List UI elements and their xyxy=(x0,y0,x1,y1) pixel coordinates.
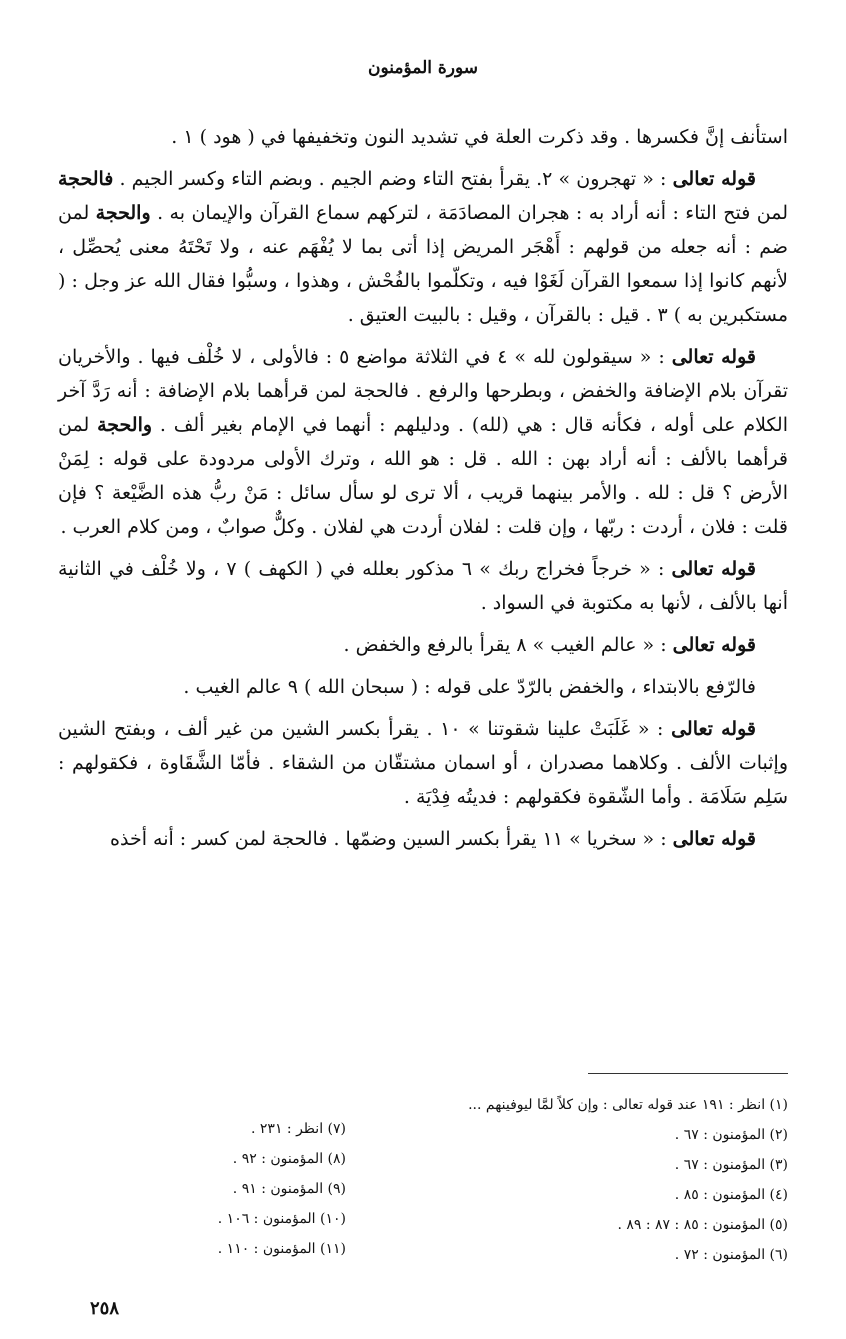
text-line: فالحجة لمن فتح التاء : أنه أراد به : هجران المصادَمَة ، لتركهم سماع القرآن والإيمان به . xyxy=(58,168,788,224)
text-line: قوله تعالى : « عالم الغيب » ٨ يقرأ بالرفع والخفض . xyxy=(343,634,756,656)
text-line: قوله تعالى : « خرجاً فخراج ربك » ٦ مذكور بعلله في ( الكهف ) ٧ ، ولا خُلْف xyxy=(141,558,757,580)
paragraph-2 xyxy=(58,162,788,332)
footnote-2: (٢) المؤمنون : ٦٧ . xyxy=(674,1127,788,1143)
footnote-5: (٥) المؤمنون : ٨٥ : ٨٧ : ٨٩ . xyxy=(617,1217,788,1233)
footnote-6: (٦) المؤمنون : ٧٢ . xyxy=(674,1247,788,1263)
footnote-4: (٤) المؤمنون : ٨٥ . xyxy=(674,1187,788,1203)
paragraph-6 xyxy=(58,670,788,704)
footnotes-right-column xyxy=(398,1090,788,1270)
footnote-11: (١١) المؤمنون : ١١٠ . xyxy=(217,1241,346,1257)
text-line: أنه رَدَّ آخر الكلام على أوله ، فكأنه قال : هي (لله) . ودليلهم : أنهما في الإمام بغير ألف . xyxy=(58,380,788,436)
text-line: والحجة لمن ضم : أنه جعله من قولهم : أَهْجَر المريض إذا أتى بما لا يُفْهَم عنه ، ولا تَحْتَهُ xyxy=(58,202,788,258)
bold-lead-phrase: قوله تعالى xyxy=(671,558,757,580)
bold-lead-phrase: قوله تعالى xyxy=(672,828,756,850)
paragraph-8 xyxy=(58,822,788,856)
bold-lead-phrase: قوله تعالى xyxy=(671,718,756,740)
bold-lead-phrase: قوله تعالى xyxy=(671,346,756,368)
footnotes-left-column xyxy=(46,1114,346,1264)
text-line: وسبُّوا فقال الله عز وجل : ( مستكبرين به ) ٣ . قيل : بالقرآن ، وقيل : بالبيت العتيق . xyxy=(58,270,788,326)
text-line: فالرّفع بالابتداء ، والخفض بالرّدّ على قوله : ( سبحان الله ) ٩ عالم الغيب . xyxy=(183,676,756,698)
footnote-8: (٨) المؤمنون : ٩٢ . xyxy=(232,1151,346,1167)
footnote-divider xyxy=(588,1073,788,1074)
text-line: تقرآن بلام الإضافة والخفض ، وبطرحها والرفع . فالحجة لمن قرأهما بلام الإضافة : xyxy=(144,380,788,402)
text-line: قوله تعالى : « سخريا » ١١ يقرأ بكسر السين وضمّها . فالحجة لمن كسر : أنه أخذه xyxy=(110,828,756,850)
footnote-9: (٩) المؤمنون : ٩١ . xyxy=(232,1181,346,1197)
text-line: وكلٌّ صوابٌ ، ومن كلام العرب . xyxy=(60,516,306,538)
text-line: قوله : لِمَنْ الأرض ؟ قل : لله . والأمر بينهما قريب ، ألا ترى لو سأل سائل : مَنْ ربُّ xyxy=(58,448,788,504)
page-number: ٢٥٨ xyxy=(90,1298,120,1319)
text-line: استأنف إنَّ فكسرها . وقد ذكرت العلة في تشديد النون وتخفيفها في ( هود ) ١ . xyxy=(171,126,788,148)
paragraph-3 xyxy=(58,340,788,544)
bold-lead-phrase: قوله تعالى xyxy=(672,168,756,190)
footnote-1: (١) انظر : ١٩١ عند قوله تعالى : وإن كلاً لمَّا ليوفينهم ... xyxy=(468,1097,788,1113)
footnote-10: (١٠) المؤمنون : ١٠٦ . xyxy=(217,1211,346,1227)
text-line: قوله تعالى : « تهجرون » ٢. يقرأ بفتح التاء وضم الجيم . وبضم التاء وكسر الجيم . xyxy=(119,168,756,190)
bold-lead-phrase: والحجة xyxy=(97,414,153,436)
bold-lead-phrase: قوله تعالى xyxy=(672,634,756,656)
paragraph-7 xyxy=(58,712,788,814)
text-line: معنى يُحصِّل ، لأنهم كانوا إذا سمعوا القرآن لَغَوْا فيه ، وتكلّموا بالفُحْش ، وهذوا ، xyxy=(58,236,788,292)
text-line: قوله تعالى : « سيقولون لله » ٤ في الثلاثة مواضع ٥ : فالأولى ، لا خُلْف فيها . والأخريان xyxy=(58,346,756,368)
text-line: وإثبات الألف . وكلاهما مصدران ، أو اسمان مشتقّان من الشقاء . فأمّا الشَّقَاوة ، فكقولهم : xyxy=(58,752,788,774)
paragraph-1 xyxy=(58,120,788,154)
text-line: والحجة لمن قرأهما بالألف : أنه أراد بهن : الله . قل : هو الله ، وترك الأولى مردودة على xyxy=(58,414,789,470)
main-text xyxy=(58,120,788,864)
text-line: في الثانية أنها بالألف ، لأنها به مكتوبة في السواد . xyxy=(58,558,788,614)
bold-lead-phrase: والحجة xyxy=(95,202,151,224)
paragraph-5 xyxy=(58,628,788,662)
text-line: هذه الضَّيْعة ؟ فإن قلت : فلان ، أردت : ربّها ، وإن قلت : لفلان أردت هي لفلان . xyxy=(58,482,788,538)
footnote-3: (٣) المؤمنون : ٦٧ . xyxy=(674,1157,788,1173)
text-line: سَلِم سَلَامَة . وأما الشّقوة فكقولهم : فديتُه فِدْيَة . xyxy=(403,786,788,808)
paragraph-4 xyxy=(58,552,788,620)
page-header-surah-title: سورة المؤمنون xyxy=(367,58,479,78)
footnote-7: (٧) انظر : ٢٣١ . xyxy=(251,1121,346,1137)
text-line: قوله تعالى : « غَلَبَتْ علينا شقوتنا » ١٠ . يقرأ بكسر الشين من غير ألف ، وبفتح الشين xyxy=(58,718,756,740)
bold-lead-phrase: فالحجة xyxy=(58,168,114,190)
